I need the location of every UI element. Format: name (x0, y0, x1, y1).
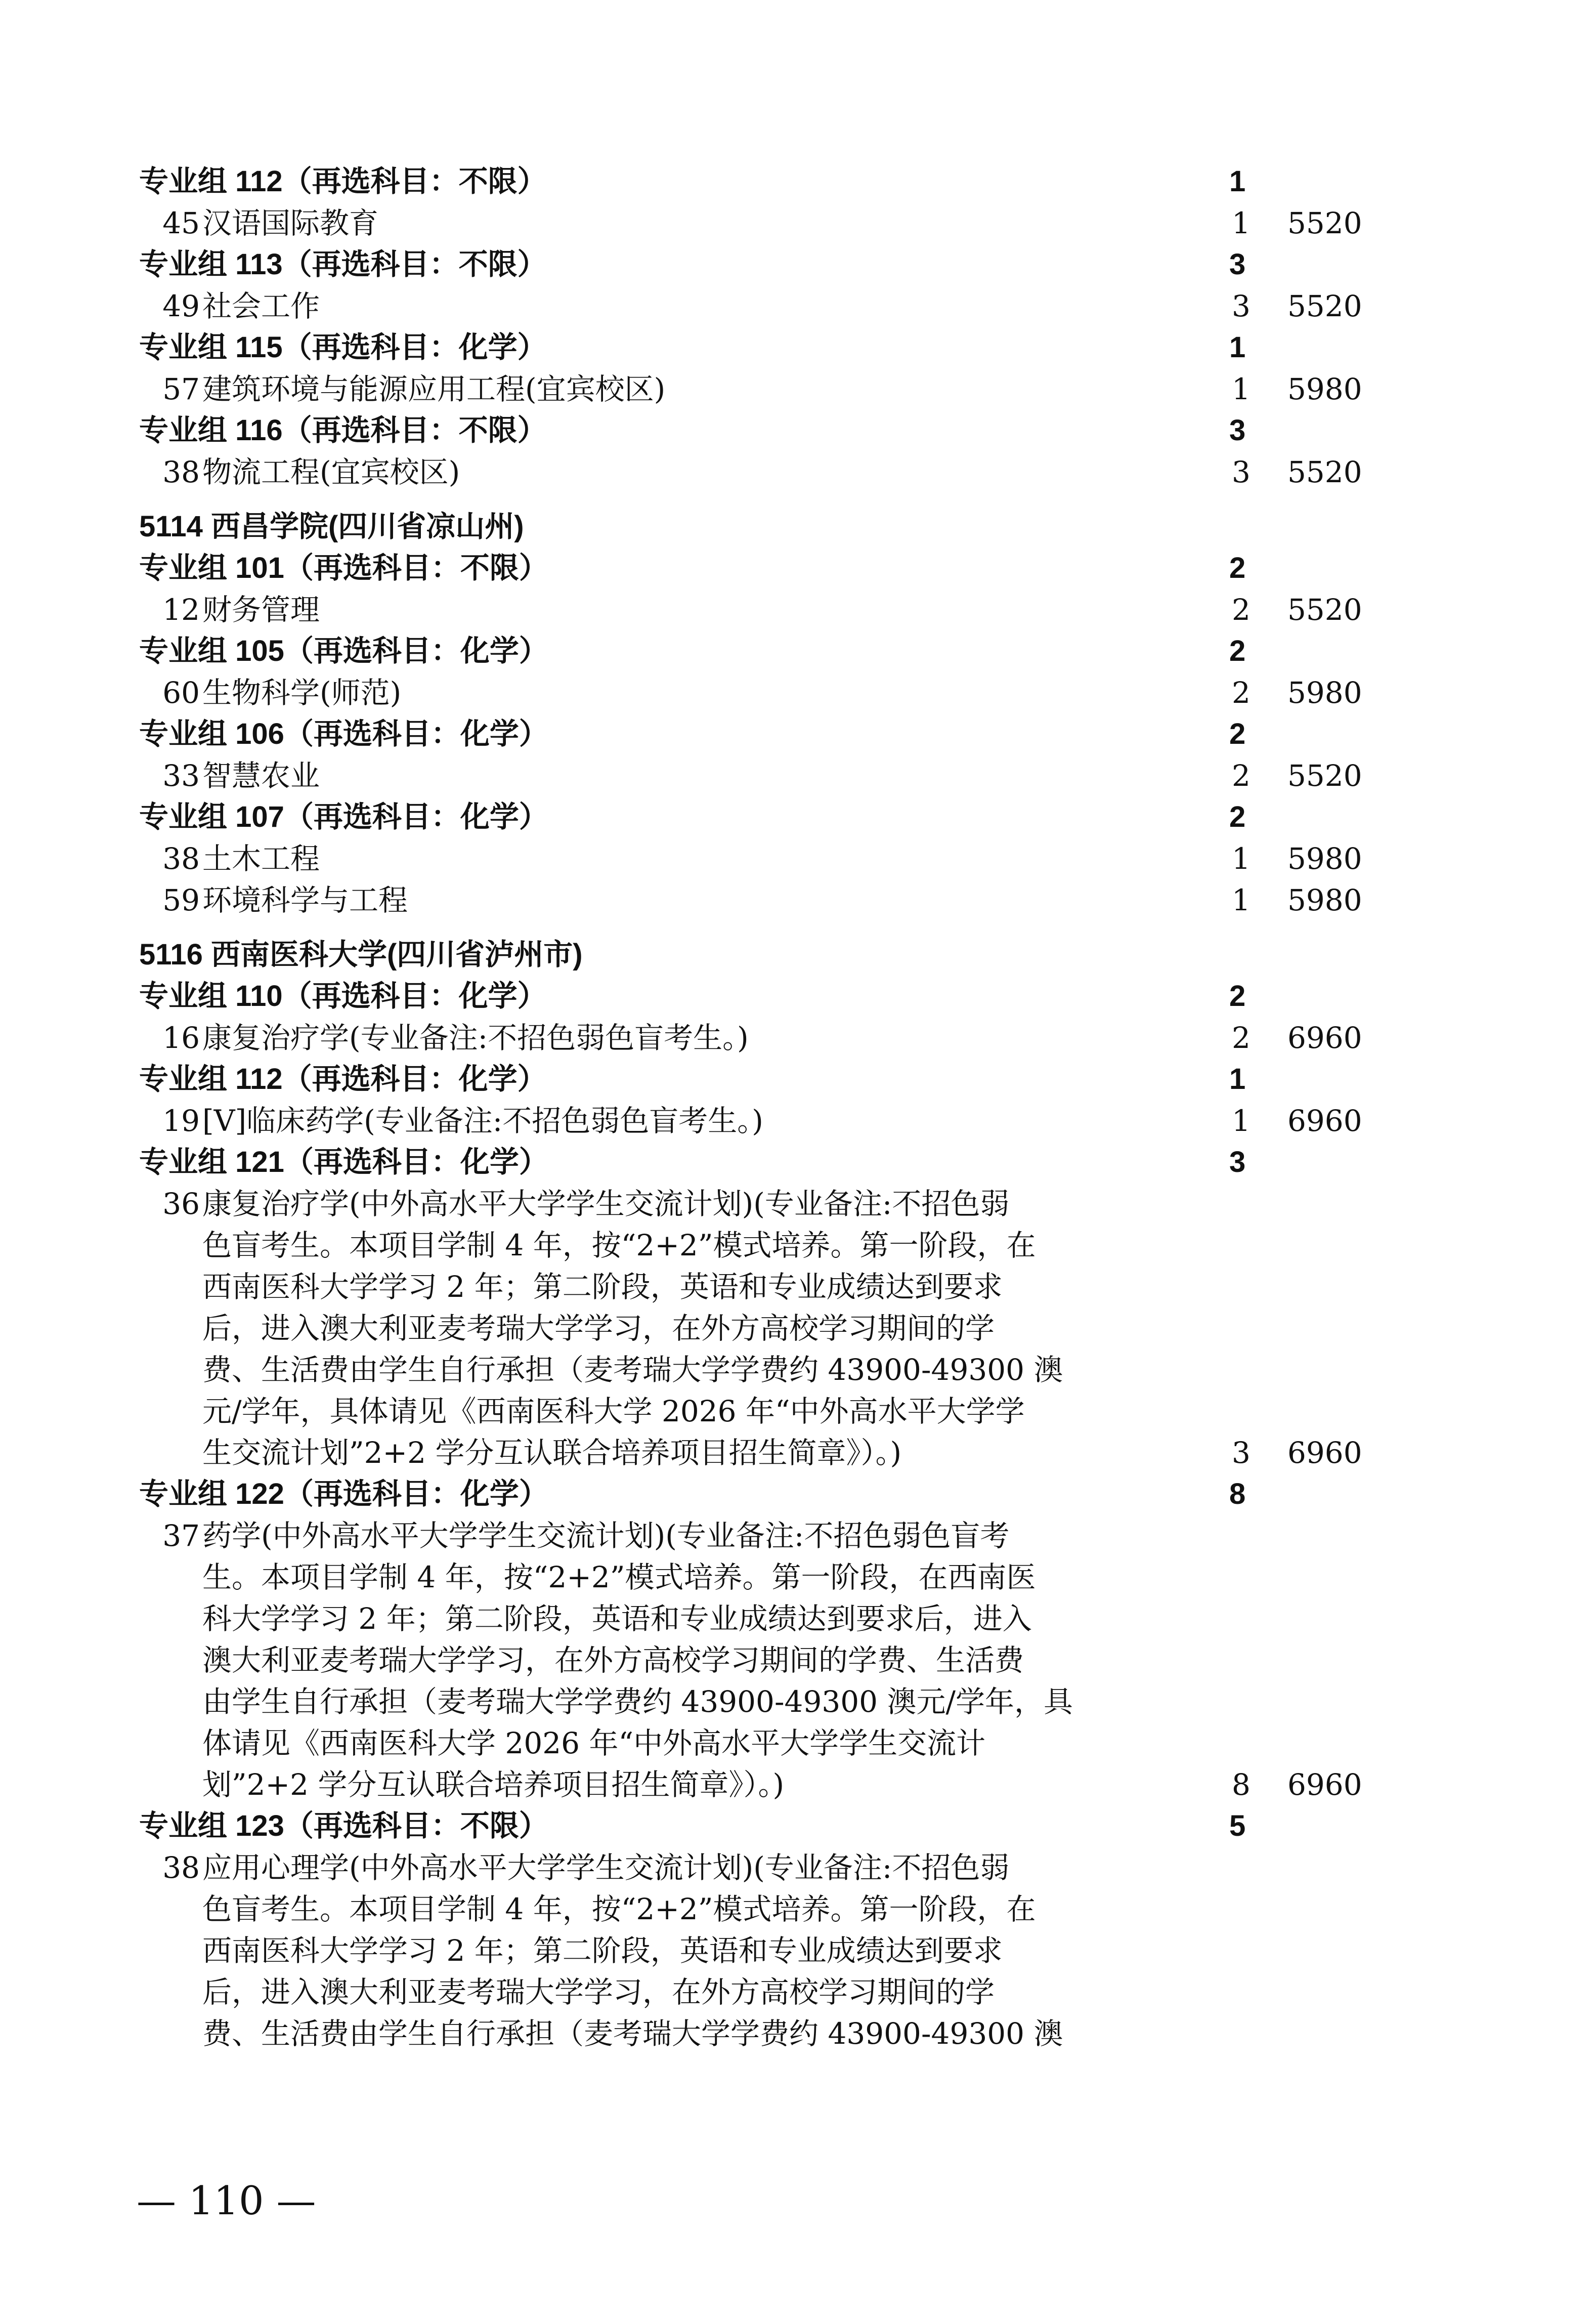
major-description-line: 澳大利亚麦考瑞大学学习，在外方高校学习期间的学费、生活费 (202, 1643, 1024, 1677)
major-count: 8 (1232, 1767, 1250, 1802)
group-row (139, 1805, 1384, 1847)
major-count: 1 (1232, 206, 1250, 240)
major-count: 3 (1232, 1436, 1250, 1470)
major-description-line: 西南医科大学学习 2 年；第二阶段，英语和专业成绩达到要求 (202, 1933, 1003, 1968)
group-row (139, 1142, 1384, 1183)
major-fee: 5520 (1287, 593, 1362, 627)
group-count: 2 (1229, 800, 1246, 833)
group-name: 专业组 106（再选科目：化学） (139, 718, 548, 750)
major-description (202, 1183, 1384, 1473)
major-fee: 5980 (1287, 883, 1362, 917)
major-count: 1 (1232, 841, 1250, 876)
major-row (139, 285, 1384, 327)
major-name: [Ⅴ]临床药学(专业备注:不招色弱色盲考生。) (202, 1104, 763, 1138)
major-count: 1 (1232, 1104, 1250, 1138)
major-name: 生物科学(师范) (202, 676, 402, 710)
major-description-line: 药学(中外高水平大学学生交流计划)(专业备注:不招色弱色盲考 (202, 1519, 1010, 1553)
school-heading-xichang: 5114 西昌学院(四川省凉山州) (139, 510, 524, 543)
major-code: 38 (162, 455, 200, 489)
major-code: 12 (162, 593, 200, 627)
major-description-line: 体请见《西南医科大学 2026 年“中外高水平大学学生交流计 (202, 1726, 986, 1760)
group-name: 专业组 110（再选科目：化学） (139, 980, 547, 1013)
major-description-line: 元/学年，具体请见《西南医科大学 2026 年“中外高水平大学学 (202, 1394, 1025, 1428)
major-fee: 5520 (1287, 206, 1362, 240)
group-row (139, 713, 1384, 755)
major-count: 1 (1232, 883, 1250, 917)
major-fee: 6960 (1287, 1436, 1362, 1470)
major-row (139, 838, 1384, 879)
major-name: 汉语国际教育 (202, 206, 379, 240)
major-row (139, 368, 1384, 410)
group-row (139, 630, 1384, 672)
school-heading-swmu: 5116 西南医科大学(四川省泸州市) (139, 938, 583, 971)
section-continued (139, 161, 1384, 493)
group-row (139, 976, 1384, 1017)
group-count: 1 (1229, 331, 1246, 364)
major-code: 37 (162, 1519, 200, 1553)
major-name: 环境科学与工程 (202, 883, 408, 917)
group-count: 2 (1229, 552, 1246, 584)
group-name: 专业组 123（再选科目：不限） (139, 1809, 548, 1842)
major-row (139, 589, 1384, 630)
major-name: 物流工程(宜宾校区) (202, 455, 460, 489)
page-number: — 110 — (137, 2178, 316, 2224)
group-count: 3 (1229, 414, 1246, 447)
major-code: 19 (162, 1104, 200, 1138)
major-fee: 5520 (1287, 289, 1362, 323)
major-name: 社会工作 (202, 289, 320, 323)
major-code: 57 (162, 372, 200, 406)
major-description-line: 科大学学习 2 年；第二阶段，英语和专业成绩达到要求后，进入 (202, 1601, 1032, 1636)
major-code: 38 (162, 841, 200, 876)
major-count: 2 (1232, 758, 1250, 793)
major-count: 2 (1232, 676, 1250, 710)
major-fee: 5980 (1287, 676, 1362, 710)
major-description-line: 费、生活费由学生自行承担（麦考瑞大学学费约 43900-49300 澳 (202, 1353, 1063, 1387)
major-row (139, 672, 1384, 713)
major-row (139, 451, 1384, 493)
major-row-multiline (139, 1515, 1384, 1805)
major-description (202, 1515, 1384, 1805)
group-name: 专业组 112（再选科目：化学） (139, 1063, 547, 1095)
group-name: 专业组 122（再选科目：化学） (139, 1478, 548, 1510)
major-code: 49 (162, 289, 200, 323)
major-row (139, 202, 1384, 244)
major-fee: 5980 (1287, 372, 1362, 406)
major-name: 智慧农业 (202, 758, 320, 793)
major-description-line: 划”2+2 学分互认联合培养项目招生简章》）。) (202, 1767, 785, 1802)
major-code: 33 (162, 758, 200, 793)
major-description-line: 由学生自行承担（麦考瑞大学学费约 43900-49300 澳元/学年，具 (202, 1684, 1073, 1719)
group-row (139, 796, 1384, 838)
group-count: 1 (1229, 165, 1246, 198)
group-name: 专业组 107（再选科目：化学） (139, 800, 548, 833)
major-count: 2 (1232, 1021, 1250, 1055)
major-row (139, 879, 1384, 921)
major-code: 16 (162, 1021, 200, 1055)
major-code: 45 (162, 206, 200, 240)
major-fee: 6960 (1287, 1021, 1362, 1055)
major-description-line: 后，进入澳大利亚麦考瑞大学学习，在外方高校学习期间的学 (202, 1311, 995, 1345)
major-count: 3 (1232, 455, 1250, 489)
major-name: 建筑环境与能源应用工程(宜宾校区) (202, 372, 666, 406)
group-name: 专业组 105（再选科目：化学） (139, 635, 548, 667)
group-count: 5 (1229, 1809, 1246, 1842)
major-name: 财务管理 (202, 593, 320, 627)
major-fee: 5980 (1287, 841, 1362, 876)
group-name: 专业组 121（再选科目：化学） (139, 1146, 548, 1178)
group-count: 2 (1229, 718, 1246, 750)
section-xichang (139, 547, 1384, 921)
major-name: 康复治疗学(专业备注:不招色弱色盲考生。) (202, 1021, 749, 1055)
major-code: 60 (162, 676, 200, 710)
major-description-line: 费、生活费由学生自行承担（麦考瑞大学学费约 43900-49300 澳 (202, 2016, 1063, 2051)
group-name: 专业组 113（再选科目：不限） (139, 248, 547, 281)
group-row (139, 547, 1384, 589)
major-count: 2 (1232, 593, 1250, 627)
group-row (139, 1473, 1384, 1515)
group-count: 3 (1229, 248, 1246, 281)
major-description-line: 生。本项目学制 4 年，按“2+2”模式培养。第一阶段，在西南医 (202, 1560, 1036, 1594)
major-fee: 6960 (1287, 1767, 1362, 1802)
major-fee: 5520 (1287, 758, 1362, 793)
major-row (139, 755, 1384, 796)
group-name: 专业组 116（再选科目：不限） (139, 414, 547, 447)
group-count: 2 (1229, 980, 1246, 1013)
group-count: 1 (1229, 1063, 1246, 1095)
major-code: 59 (162, 883, 200, 917)
major-count: 1 (1232, 372, 1250, 406)
group-row (139, 244, 1384, 285)
major-fee: 5520 (1287, 455, 1362, 489)
group-row (139, 327, 1384, 368)
group-row (139, 410, 1384, 451)
group-count: 8 (1229, 1478, 1246, 1510)
admission-plan-content (139, 161, 1384, 2054)
group-count: 2 (1229, 635, 1246, 667)
major-code: 36 (162, 1187, 200, 1221)
group-name: 专业组 115（再选科目：化学） (139, 331, 547, 364)
major-description-line: 应用心理学(中外高水平大学学生交流计划)(专业备注:不招色弱 (202, 1850, 1010, 1885)
major-description (202, 1847, 1384, 2054)
group-row (139, 161, 1384, 202)
major-description-line: 色盲考生。本项目学制 4 年，按“2+2”模式培养。第一阶段，在 (202, 1228, 1036, 1262)
major-name: 土木工程 (202, 841, 320, 876)
major-description-line: 后，进入澳大利亚麦考瑞大学学习，在外方高校学习期间的学 (202, 1975, 995, 2009)
section-swmu (139, 976, 1384, 2054)
major-count: 3 (1232, 289, 1250, 323)
group-name: 专业组 101（再选科目：不限） (139, 552, 548, 584)
major-fee: 6960 (1287, 1104, 1362, 1138)
major-description-line: 西南医科大学学习 2 年；第二阶段，英语和专业成绩达到要求 (202, 1270, 1003, 1304)
major-row (139, 1017, 1384, 1059)
group-name: 专业组 112（再选科目：不限） (139, 165, 547, 198)
major-description-line: 色盲考生。本项目学制 4 年，按“2+2”模式培养。第一阶段，在 (202, 1892, 1036, 1926)
group-count: 3 (1229, 1146, 1246, 1178)
major-row-multiline (139, 1847, 1384, 2054)
major-row-multiline (139, 1183, 1384, 1473)
group-row (139, 1059, 1384, 1100)
major-code: 38 (162, 1850, 200, 1885)
major-row (139, 1100, 1384, 1142)
major-description-line: 生交流计划”2+2 学分互认联合培养项目招生简章》）。) (202, 1436, 902, 1470)
major-description-line: 康复治疗学(中外高水平大学学生交流计划)(专业备注:不招色弱 (202, 1187, 1010, 1221)
